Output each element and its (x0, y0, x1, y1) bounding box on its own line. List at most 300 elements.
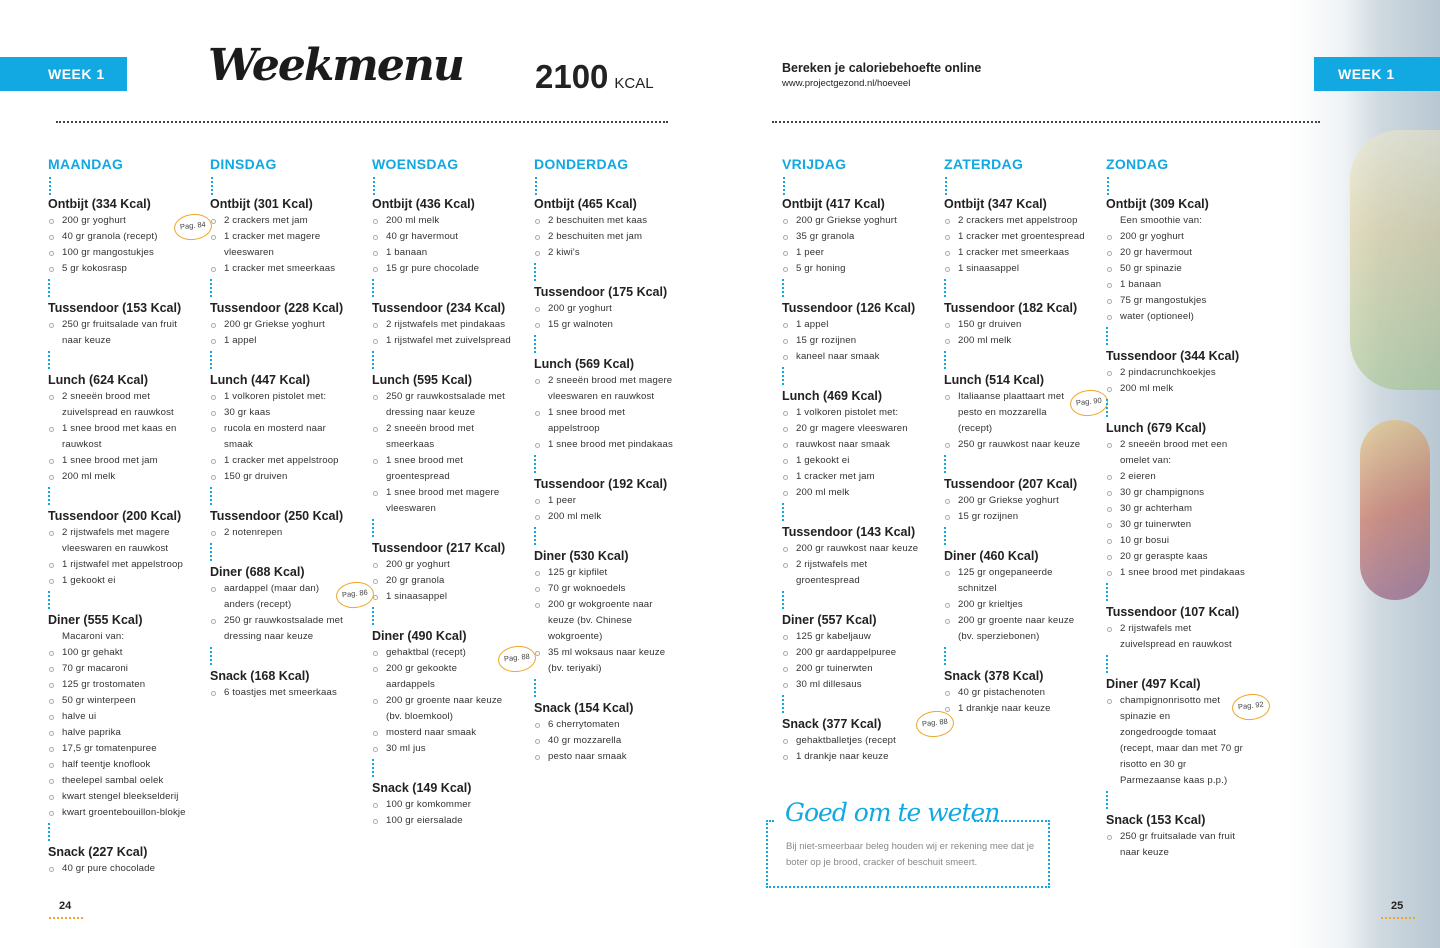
separator (1106, 397, 1256, 419)
meal-heading (534, 355, 684, 373)
separator (944, 453, 1094, 475)
dotted-separator (373, 177, 375, 195)
meal-item-text: 1 sinaasappel (958, 263, 1020, 274)
meal-item (48, 557, 190, 573)
separator (534, 333, 684, 355)
meal-item-text: 200 gr yoghurt (386, 559, 450, 570)
meal-item (372, 229, 514, 245)
dotted-separator (535, 177, 537, 195)
meal-item (372, 573, 514, 589)
meal-item-text: 200 gr yoghurt (548, 303, 612, 314)
meal-item (944, 613, 1086, 645)
meal-item (1106, 437, 1248, 469)
meal-item-text: 2 rijstwafels met zuivelspread en rauwkost (1120, 623, 1232, 650)
separator (782, 501, 932, 523)
meal-item-text: 2 rijstwafels met pindakaas (386, 319, 506, 330)
meal-item-text: 75 gr mangostukjes (1120, 295, 1207, 306)
day-column-maandag (48, 155, 207, 877)
meal-heading (534, 699, 684, 717)
meal-item-text: rucola en mosterd naar smaak (224, 423, 326, 450)
meal-heading (48, 843, 198, 861)
meal-item-text: 250 gr fruitsalade van fruit naar keuze (1120, 831, 1236, 858)
meal-heading-text: Snack (377 Kcal) (782, 717, 882, 731)
meal-item-text: kwart stengel bleekselderij (62, 791, 179, 802)
meal-heading-text: Tussendoor (175 Kcal) (534, 285, 668, 299)
meal-item (372, 421, 514, 453)
meal-intro: Macaroni van: (62, 631, 125, 642)
meal-item-text: 40 gr granola (recept) (62, 231, 158, 242)
meal-item (210, 453, 352, 469)
meal-item (210, 213, 352, 229)
meal-item (944, 317, 1086, 333)
meal-heading (1106, 347, 1256, 365)
meal-item (372, 389, 514, 421)
tip-text: Bij niet-smeerbaar beleg houden wij er rekening mee dat je boter op je brood, cracker of beschuit smeert. (786, 841, 1035, 868)
meal-item (48, 229, 190, 245)
dotted-separator (372, 759, 374, 777)
day-column-vrijdag (782, 155, 949, 765)
meal-heading-text: Tussendoor (228 Kcal) (210, 301, 344, 315)
separator (210, 277, 360, 299)
meal-item-text: 125 gr trostomaten (62, 679, 146, 690)
meal-item (372, 741, 514, 757)
meal-item-text: 200 ml melk (796, 487, 850, 498)
day-heading: ZATERDAG (944, 156, 1024, 172)
meal-heading (944, 299, 1094, 317)
meal-item-text: 70 gr macaroni (62, 663, 129, 674)
meal-item-text: 2 beschuiten met kaas (548, 215, 648, 226)
meal-item-text: kaneel naar smaak (796, 351, 880, 362)
meal-heading-text: Tussendoor (250 Kcal) (210, 509, 344, 523)
meal-heading-text: Tussendoor (217 Kcal) (372, 541, 506, 555)
meal-item-text: 35 gr granola (796, 231, 855, 242)
dotted-separator (49, 177, 51, 195)
food-photo (1290, 0, 1440, 948)
meal-heading (1106, 195, 1256, 213)
separator (782, 365, 932, 387)
dotted-separator (211, 177, 213, 195)
meal-item-text: 5 gr kokosrasp (62, 263, 128, 274)
meal-heading (944, 195, 1094, 213)
meal-item (534, 229, 676, 245)
day-heading: MAANDAG (48, 156, 124, 172)
meal-heading-text: Lunch (514 Kcal) (944, 373, 1045, 387)
meal-item-text: 100 gr gehakt (62, 647, 123, 658)
meal-item-text: aardappel (maar dan) anders (recept) (224, 583, 320, 610)
meal-item (210, 317, 352, 333)
meal-item (210, 469, 352, 485)
meal-item-text: 6 cherrytomaten (548, 719, 620, 730)
separator (372, 605, 522, 627)
meal-item-text: 15 gr rozijnen (958, 511, 1019, 522)
meal-item (782, 749, 924, 765)
meal-item-text: 2 crackers met appelstroop (958, 215, 1078, 226)
meal-item (944, 333, 1086, 349)
meal-item (782, 629, 924, 645)
meal-item (372, 813, 514, 829)
meal-item-text: 15 gr rozijnen (796, 335, 857, 346)
meal-heading (534, 547, 684, 565)
dotted-separator (782, 695, 784, 713)
meal-item (782, 541, 924, 557)
meal-item (782, 349, 924, 365)
meal-item-text: 1 snee brood met pindakaas (1120, 567, 1245, 578)
meal-item (534, 645, 676, 677)
meal-item-text: 35 ml woksaus naar keuze (bv. teriyaki) (548, 647, 666, 674)
meal-item-text: 1 cracker met jam (796, 471, 875, 482)
dotted-separator (210, 351, 212, 369)
separator (210, 541, 360, 563)
day-heading: DONDERDAG (534, 156, 629, 172)
meal-item-text: 20 gr geraspte kaas (1120, 551, 1208, 562)
meal-heading (782, 715, 949, 733)
dotted-separator (372, 351, 374, 369)
meal-item (372, 645, 531, 664)
meal-item (1106, 469, 1248, 485)
meal-item (782, 437, 924, 453)
meal-heading (210, 667, 360, 685)
meal-item-text: 200 gr aardappelpuree (796, 647, 897, 658)
meal-item (534, 509, 676, 525)
meal-heading-text: Ontbijt (309 Kcal) (1106, 197, 1209, 211)
meal-item (534, 733, 676, 749)
dotted-separator (48, 351, 50, 369)
meal-heading (534, 283, 684, 301)
meal-item (210, 405, 352, 421)
meal-item-text: 200 gr krieltjes (958, 599, 1023, 610)
meal-item (372, 485, 514, 517)
dotted-separator (944, 279, 946, 297)
separator (210, 645, 360, 667)
separator (1106, 789, 1256, 811)
meal-item-text: 30 gr tuinerwten (1120, 519, 1192, 530)
meal-item-text: 1 snee brood met appelstroop (548, 407, 626, 434)
meal-item-text: 1 drankje naar keuze (958, 703, 1051, 714)
page-ref-badge: Pag. 88 (497, 644, 538, 674)
meal-heading-text: Lunch (595 Kcal) (372, 373, 473, 387)
week-label-right: WEEK 1 (1314, 57, 1440, 91)
meal-heading (534, 195, 684, 213)
meal-item (944, 597, 1086, 613)
meal-heading (944, 547, 1094, 565)
meal-item (782, 485, 924, 501)
day-heading: ZONDAG (1106, 156, 1169, 172)
dotted-separator (210, 487, 212, 505)
page-ref-badge: Pag. 86 (335, 580, 376, 610)
meal-heading-text: Diner (557 Kcal) (782, 613, 877, 627)
meal-heading-text: Ontbijt (347 Kcal) (944, 197, 1047, 211)
dotted-separator (48, 591, 50, 609)
meal-item-text: halve ui (62, 711, 97, 722)
meal-item (48, 725, 190, 741)
separator (782, 277, 932, 299)
dotted-separator (1107, 177, 1109, 195)
dotted-separator (1106, 655, 1108, 673)
meal-heading-text: Tussendoor (200 Kcal) (48, 509, 182, 523)
meal-item (210, 229, 352, 261)
page-title: Weekmenu (208, 40, 463, 91)
meal-item-text: 17,5 gr tomatenpuree (62, 743, 157, 754)
meal-item (944, 493, 1086, 509)
page-number-right: 25 (1391, 900, 1404, 912)
meal-heading-text: Diner (460 Kcal) (944, 549, 1039, 563)
meal-item (372, 725, 514, 741)
meal-item (944, 509, 1086, 525)
meal-item-text: 1 volkoren pistolet met: (224, 391, 327, 402)
meal-item (48, 789, 190, 805)
meal-item-text: 200 gr groente naar keuze (bv. sperziebonen) (958, 615, 1075, 642)
meal-heading (372, 627, 522, 645)
day-heading: DINSDAG (210, 156, 277, 172)
meal-item-text: 200 gr Griekse yoghurt (224, 319, 325, 330)
meal-heading (48, 507, 198, 525)
meal-item (1106, 365, 1248, 381)
meal-item (782, 453, 924, 469)
meal-item (782, 469, 924, 485)
meal-item-text: 50 gr spinazie (1120, 263, 1182, 274)
meal-heading (210, 563, 360, 581)
separator (944, 525, 1094, 547)
meal-item-text: 1 sinaasappel (386, 591, 448, 602)
meal-item (1106, 693, 1265, 789)
meal-item (48, 741, 190, 757)
meal-item (210, 613, 352, 645)
dotted-separator (944, 647, 946, 665)
meal-item (48, 693, 190, 709)
separator (372, 757, 522, 779)
meal-item-text: 1 snee brood met kaas en rauwkost (62, 423, 177, 450)
dotted-separator (372, 279, 374, 297)
meal-item-text: 200 gr wokgroente naar keuze (bv. Chinese wokgroente) (548, 599, 653, 642)
meal-item-text: 2 sneeën brood met smeerkaas (386, 423, 475, 450)
separator (944, 645, 1094, 667)
meal-item (944, 261, 1086, 277)
dotted-separator (534, 455, 536, 473)
separator (534, 453, 684, 475)
meal-heading (210, 507, 360, 525)
page-ref-badge: Pag. 90 (1069, 388, 1110, 418)
meal-item (782, 405, 924, 421)
meal-item (782, 645, 924, 661)
meal-heading-text: Tussendoor (143 Kcal) (782, 525, 916, 539)
meal-heading-text: Lunch (679 Kcal) (1106, 421, 1207, 435)
meal-item-text: 1 cracker met smeerkaas (958, 247, 1070, 258)
kcal-value: 2100 (535, 58, 609, 95)
meal-item (534, 493, 676, 509)
meal-heading-text: Tussendoor (207 Kcal) (944, 477, 1078, 491)
meal-heading (372, 299, 522, 317)
separator (372, 517, 522, 539)
meal-item (48, 389, 190, 421)
meal-intro: Een smoothie van: (1120, 215, 1203, 226)
day-column-donderdag (534, 155, 684, 765)
meal-item-text: gehaktballetjes (recept (796, 735, 896, 746)
meal-item (210, 525, 352, 541)
meal-heading-text: Tussendoor (107 Kcal) (1106, 605, 1240, 619)
meal-heading-text: Diner (490 Kcal) (372, 629, 467, 643)
separator (210, 349, 360, 371)
meal-heading-text: Diner (688 Kcal) (210, 565, 305, 579)
meal-item-text: 20 gr granola (386, 575, 445, 586)
meal-item (1106, 381, 1248, 397)
meal-item-text: 2 notenrepen (224, 527, 283, 538)
meal-item (534, 581, 676, 597)
meal-heading-text: Tussendoor (153 Kcal) (48, 301, 182, 315)
meal-item (372, 557, 514, 573)
meal-heading-text: Snack (153 Kcal) (1106, 813, 1206, 827)
meal-heading-text: Diner (497 Kcal) (1106, 677, 1201, 691)
separator (782, 589, 932, 611)
meal-item (210, 581, 369, 613)
meal-item-text: 1 peer (548, 495, 577, 506)
meal-heading (1106, 811, 1256, 829)
meal-item-text: 20 gr havermout (1120, 247, 1193, 258)
meal-item-text: 200 ml melk (1120, 383, 1174, 394)
meal-item (48, 757, 190, 773)
meal-item-text: 200 gr groente naar keuze (bv. bloemkool) (386, 695, 503, 722)
meal-heading-text: Tussendoor (126 Kcal) (782, 301, 916, 315)
meal-heading (372, 779, 522, 797)
meal-heading-text: Snack (149 Kcal) (372, 781, 472, 795)
meal-item-text: 1 snee brood met magere vleeswaren (386, 487, 500, 514)
meal-item (782, 245, 924, 261)
day-column-woensdag (372, 155, 531, 829)
meal-item (48, 469, 190, 485)
calc-title: Bereken je caloriebehoefte online (782, 61, 982, 75)
meal-item-text: 40 gr mozzarella (548, 735, 622, 746)
calc-url[interactable]: www.projectgezond.nl/hoeveel (782, 78, 911, 89)
meal-heading (372, 539, 522, 557)
meal-item-text: 1 banaan (386, 247, 428, 258)
meal-item-text: 100 gr mangostukjes (62, 247, 154, 258)
meal-heading-text: Tussendoor (182 Kcal) (944, 301, 1078, 315)
meal-item-text: 200 gr tuinerwten (796, 663, 873, 674)
meal-heading (210, 371, 360, 389)
tip-title: Goed om te weten (785, 798, 1000, 827)
meal-item-text: 1 appel (224, 335, 257, 346)
meal-item (782, 333, 924, 349)
separator (1106, 325, 1256, 347)
separator (944, 277, 1094, 299)
meal-item (1106, 501, 1248, 517)
meal-item (1106, 245, 1248, 261)
dotted-separator (534, 335, 536, 353)
dotted-separator (783, 177, 785, 195)
meal-item (48, 677, 190, 693)
meal-item-text: 1 cracker met groentespread (958, 231, 1085, 242)
meal-item-text: half teentje knoflook (62, 759, 151, 770)
week-label-left: WEEK 1 (0, 57, 127, 91)
meal-item-text: 1 snee brood met pindakaas (548, 439, 673, 450)
meal-item-text: champignonrisotto met spinazie en zongedroogde tomaat (recept, maar dan met 70 gr risotto en 30 gr Parmezaanse kaas p.p.) (1120, 695, 1243, 786)
meal-item (372, 453, 514, 485)
meal-heading-text: Lunch (624 Kcal) (48, 373, 149, 387)
meal-item (534, 405, 676, 437)
meal-item-text: 30 gr champignons (1120, 487, 1205, 498)
meal-item-text: 200 ml melk (548, 511, 602, 522)
meal-item-text: theelepel sambal oelek (62, 775, 164, 786)
meal-item-text: 1 cracker met appelstroop (224, 455, 339, 466)
meal-item (48, 709, 190, 725)
meal-heading (534, 475, 684, 493)
separator (782, 693, 932, 715)
kcal-total (535, 58, 654, 96)
meal-item (782, 317, 924, 333)
meal-heading-text: Diner (555 Kcal) (48, 613, 143, 627)
meal-item (534, 301, 676, 317)
dotted-separator (782, 367, 784, 385)
separator (48, 485, 198, 507)
dotted-separator (534, 527, 536, 545)
meal-item-text: 1 rijstwafel met appelstroop (62, 559, 183, 570)
meal-item (48, 573, 190, 589)
meal-item (1106, 261, 1248, 277)
divider-left (56, 121, 668, 123)
meal-heading-text: Snack (227 Kcal) (48, 845, 148, 859)
meal-item-text: 10 gr bosui (1120, 535, 1170, 546)
dotted-separator (1106, 583, 1108, 601)
meal-item (782, 677, 924, 693)
meal-item (210, 389, 352, 405)
meal-item-text: 1 cracker met magere vleeswaren (224, 231, 321, 258)
meal-item (48, 453, 190, 469)
meal-item (1106, 293, 1248, 309)
meal-heading-text: Ontbijt (436 Kcal) (372, 197, 475, 211)
meal-item-text: 200 gr Griekse yoghurt (796, 215, 897, 226)
meal-item-text: 1 cracker met smeerkaas (224, 263, 336, 274)
meal-item-text: 250 gr rauwkostsalade met dressing naar keuze (224, 615, 343, 642)
dotted-separator (48, 487, 50, 505)
meal-item (944, 245, 1086, 261)
meal-heading-text: Snack (378 Kcal) (944, 669, 1044, 683)
calorie-calculator-info (782, 61, 981, 89)
meal-heading-text: Tussendoor (344 Kcal) (1106, 349, 1240, 363)
meal-item (534, 373, 676, 405)
divider-right (772, 121, 1320, 123)
separator (534, 677, 684, 699)
meal-item (782, 261, 924, 277)
meal-item (48, 773, 190, 789)
separator (48, 277, 198, 299)
meal-item-text: 200 gr yoghurt (1120, 231, 1184, 242)
meal-heading (944, 667, 1094, 685)
meal-item (1106, 485, 1248, 501)
meal-item-text: 1 gekookt ei (796, 455, 850, 466)
meal-item-text: 15 gr walnoten (548, 319, 614, 330)
separator (210, 485, 360, 507)
meal-item (534, 565, 676, 581)
dotted-separator (945, 177, 947, 195)
meal-item-text: 30 gr achterham (1120, 503, 1193, 514)
meal-item (1106, 565, 1248, 581)
meal-item (782, 213, 924, 229)
meal-heading (210, 195, 360, 213)
meal-heading (782, 611, 932, 629)
meal-item (1106, 229, 1248, 245)
meal-item (372, 333, 514, 349)
dotted-separator (944, 455, 946, 473)
meal-item (372, 213, 514, 229)
meal-heading (48, 195, 198, 213)
meal-item (944, 565, 1086, 597)
day-column-dinsdag (210, 155, 369, 701)
meal-item (372, 261, 514, 277)
page-number-left: 24 (59, 900, 72, 912)
meal-item (210, 333, 352, 349)
meal-item (48, 645, 190, 661)
separator (372, 277, 522, 299)
meal-item-text: 40 gr havermout (386, 231, 459, 242)
